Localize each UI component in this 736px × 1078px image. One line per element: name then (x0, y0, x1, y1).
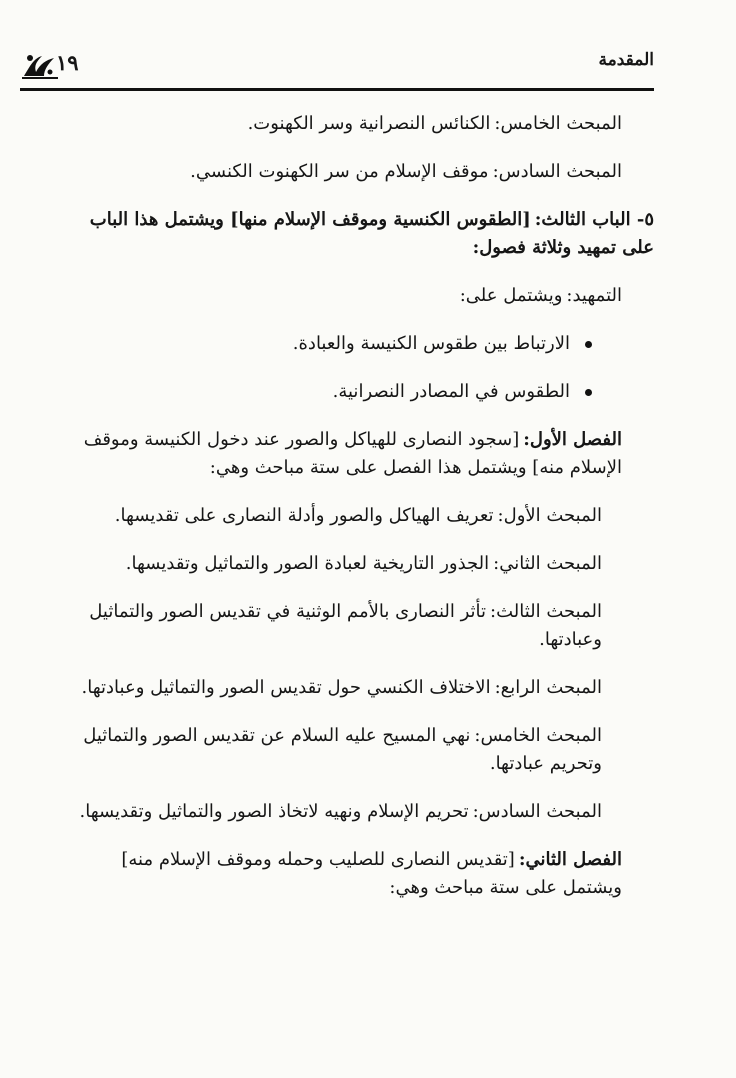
chapter-2-heading (64, 846, 654, 902)
chapter-text: [تقديس النصارى للصليب وحمله وموقف الإسلام منه] ويشتمل على ستة مباحث وهي: (121, 849, 622, 898)
section-text: تعريف الهياكل والصور وأدلة النصارى على تقديسها. (114, 505, 494, 526)
section-label: المبحث السادس: (472, 801, 602, 822)
f1-section-5 (64, 722, 654, 778)
header-rule (20, 88, 654, 91)
chapter-text: [سجود النصارى للهياكل والصور عند دخول الكنيسة وموقف الإسلام منه] ويشتمل هذا الفصل على ستة مباحث وهي: (83, 429, 622, 478)
section-5 (64, 110, 654, 138)
f1-section-2 (64, 550, 654, 578)
section-text: الجذور التاريخية لعبادة الصور والتماثيل وتقديسها. (125, 553, 490, 574)
f1-section-3 (64, 598, 654, 654)
chapter-title: المقدمة (598, 50, 654, 70)
chapter-label: الفصل الأول: (523, 429, 622, 450)
chapter-1-heading (64, 426, 654, 482)
section-label: المبحث الثالث: (490, 601, 602, 622)
f1-section-1 (64, 502, 654, 530)
f1-section-4 (64, 674, 654, 702)
running-head (20, 48, 654, 90)
bullet-item: الطقوس في المصادر النصرانية. (64, 378, 654, 406)
section-text: تأثر النصارى بالأمم الوثنية في تقديس الصور والتماثيل وعبادتها. (89, 601, 602, 650)
section-text: تحريم الإسلام ونهيه لاتخاذ الصور والتماثيل وتقديسها. (79, 801, 469, 822)
section-text: الكنائس النصرانية وسر الكهنوت. (247, 113, 491, 134)
bullet-item: الارتباط بين طقوس الكنيسة والعبادة. (64, 330, 654, 358)
section-text: نهي المسيح عليه السلام عن تقديس الصور والتماثيل وتحريم عبادتها. (83, 725, 602, 774)
section-label: المبحث السادس: (492, 161, 622, 182)
page-number: ١٩ (56, 50, 79, 75)
f1-section-6 (64, 798, 654, 826)
chapter-label: الفصل الثاني: (518, 849, 622, 870)
chapter-text: [الطقوس الكنسية وموقف الإسلام منها] ويشتمل هذا الباب على تمهيد وثلاثة فصول: (89, 209, 654, 258)
section-label: المبحث الخامس: (474, 725, 602, 746)
chapter-label: ٥- الباب الثالث: (534, 209, 654, 230)
section-label: المبحث الثاني: (493, 553, 602, 574)
section-6 (64, 158, 654, 186)
page-body (64, 110, 654, 922)
section-text: الاختلاف الكنسي حول تقديس الصور والتماثيل وعبادتها. (81, 677, 491, 698)
intro-label: التمهيد: (566, 285, 622, 306)
ornament-icon (20, 48, 60, 82)
intro-text: ويشتمل على: (459, 285, 563, 306)
section-label: المبحث الأول: (497, 505, 602, 526)
section-label: المبحث الخامس: (494, 113, 622, 134)
section-text: موقف الإسلام من سر الكهنوت الكنسي. (190, 161, 489, 182)
section-label: المبحث الرابع: (494, 677, 602, 698)
intro-line (64, 282, 654, 310)
chapter-3-heading (64, 206, 654, 262)
